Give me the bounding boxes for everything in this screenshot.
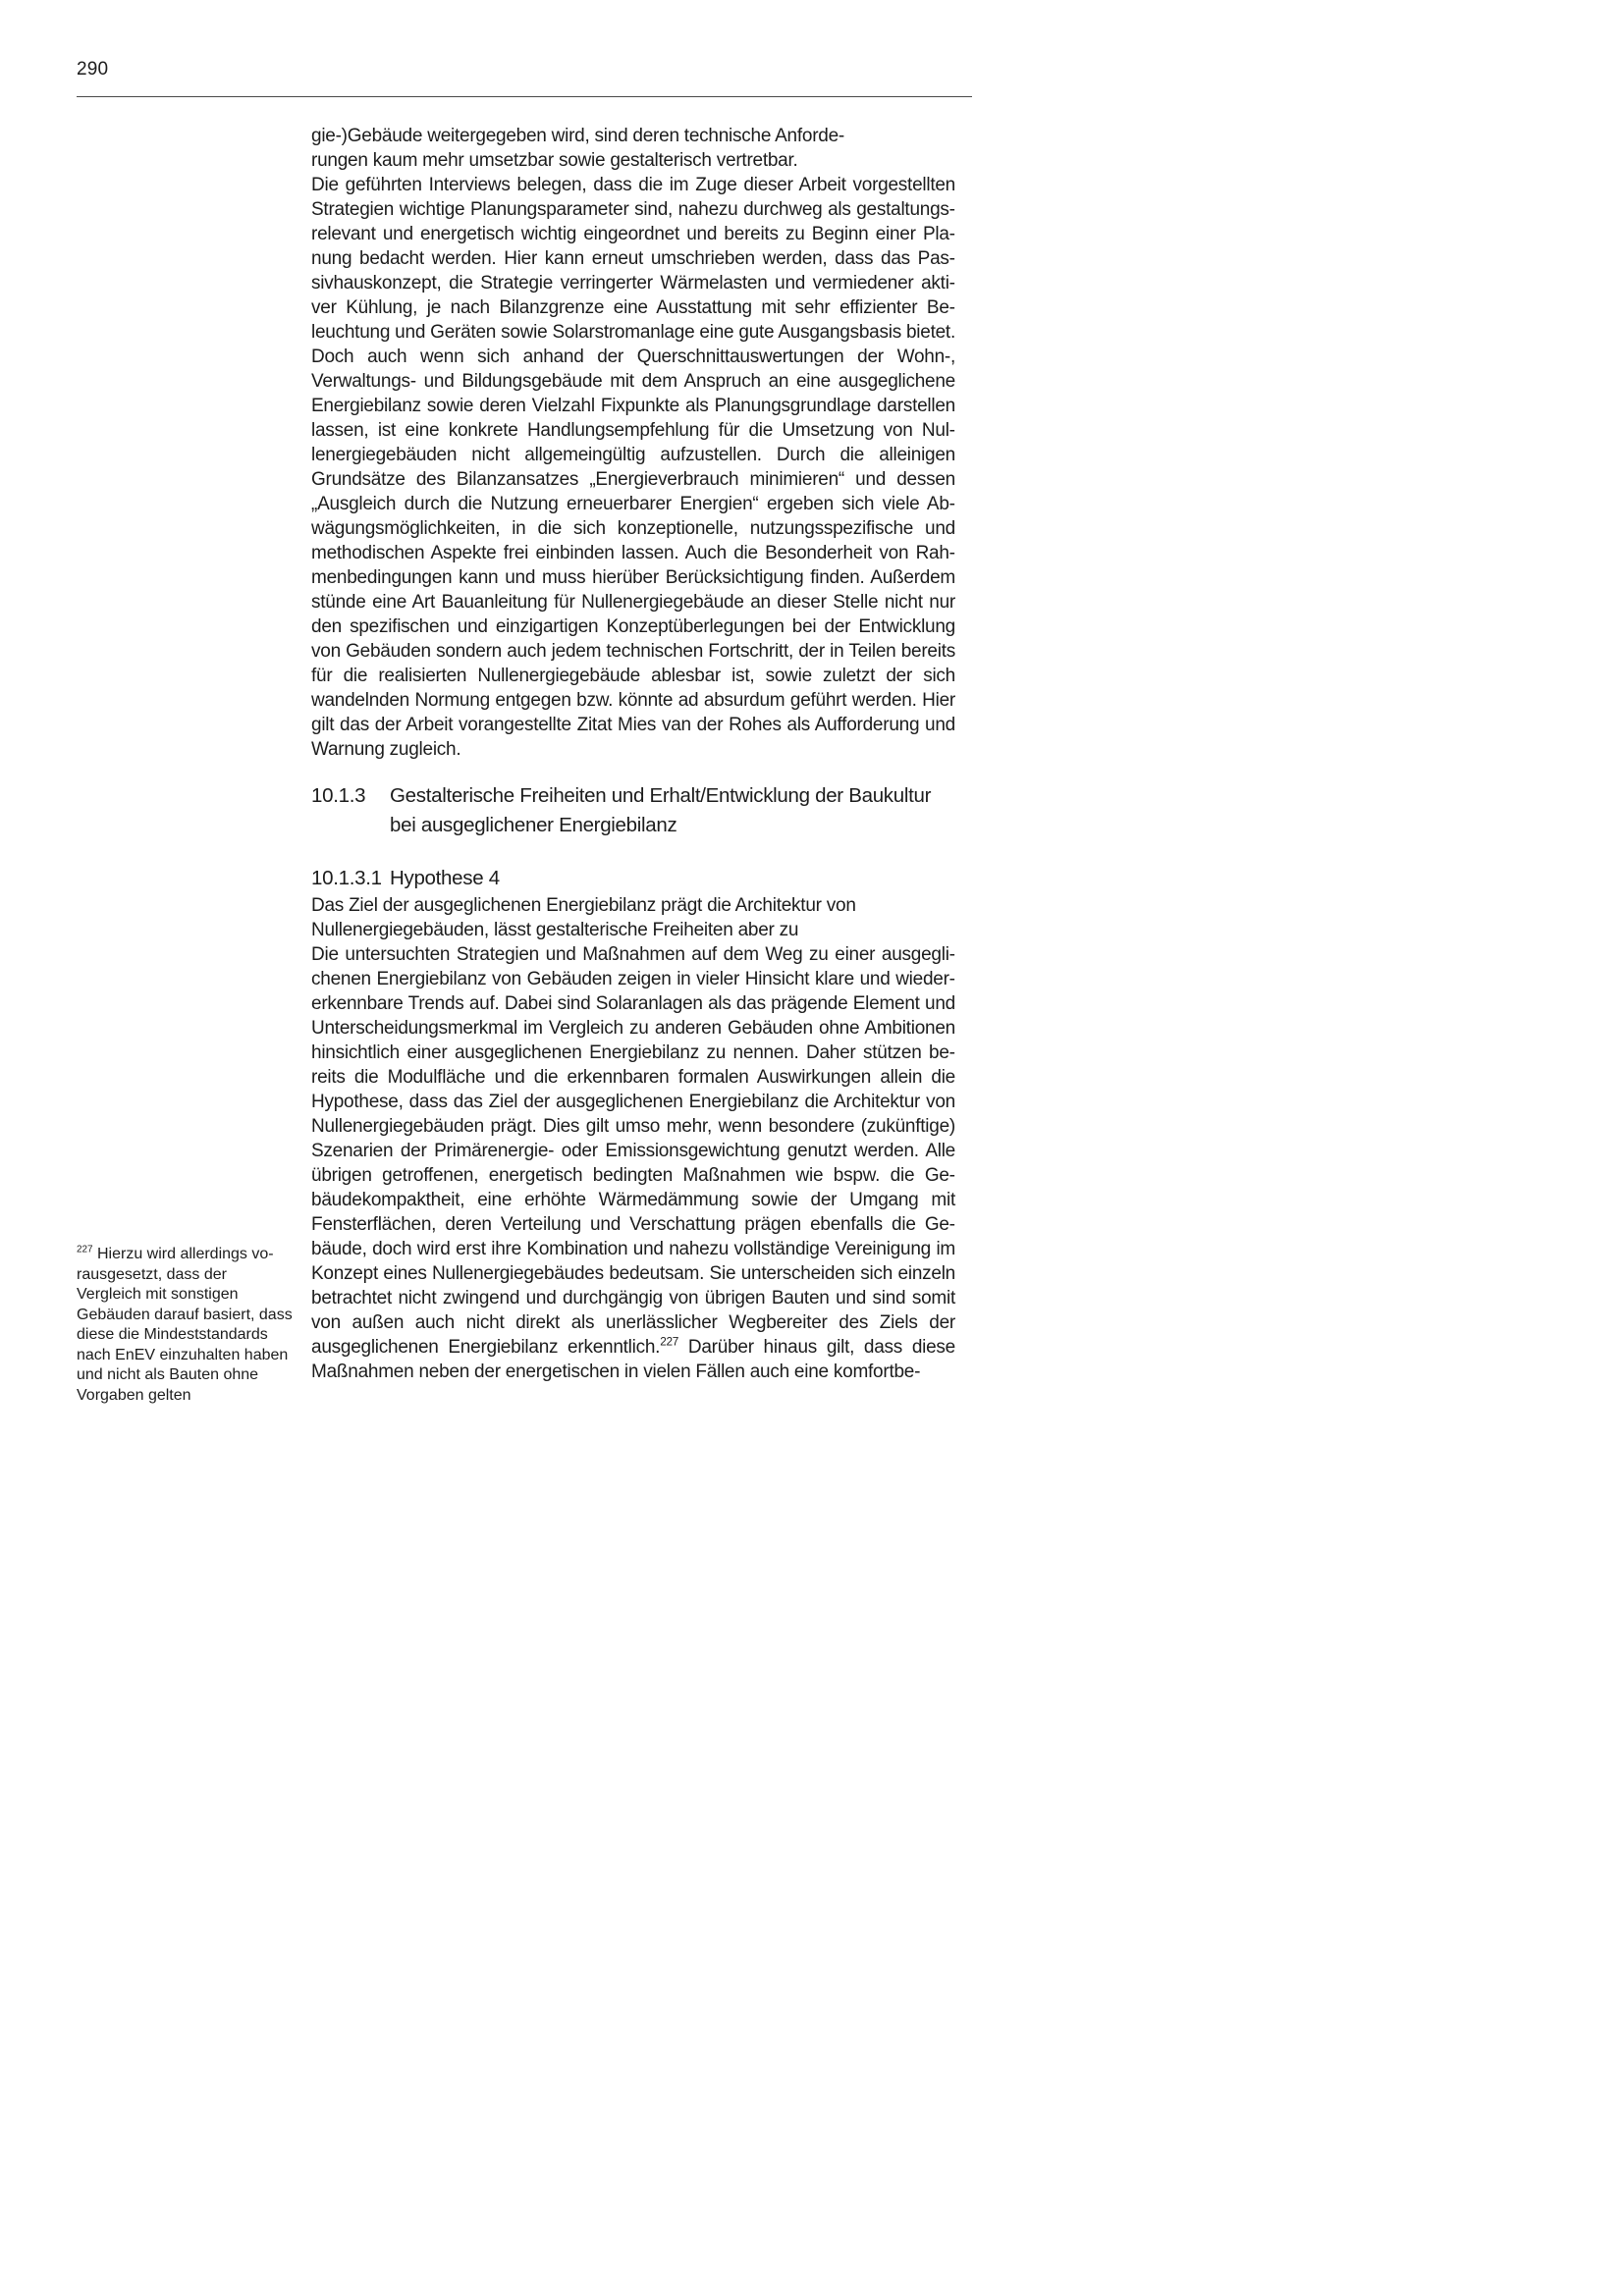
footnote-text: Hierzu wird allerdings vorausgesetzt, dass der Vergleich mit sonstigen Gebäuden darauf basiert, dass diese die Mindeststandards nach EnEV einzuhalten haben und nicht als Bauten ohne Vorgaben gelten — [77, 1246, 293, 1404]
section-number: 10.1.3 — [311, 784, 366, 807]
subsection-title: Hypothese 4 — [390, 867, 500, 889]
body-paragraph-2-text: Die untersuchten Strategien und Maßnahmen auf dem Weg zu einer ausgeglichenen Energiebilanz von Gebäuden zeigen in vieler Hinsicht klare und wiedererkennbare Trends auf. Dabei sind Solaranlagen als das prägende Element und Unterscheidungsmerkmal im Vergleich zu anderen Gebäuden ohne Ambitionen hinsichtlich einer ausgeglichenen Energiebilanz zu nennen. Daher stützen bereits die Modulfläche und die erkennbaren formalen Auswirkungen allein die Hypothese, dass das Ziel der ausgeglichenen Energiebilanz die Architektur von Nullenergiegebäuden prägt. Dies gilt umso mehr, wenn besondere (zukünftige) Szenarien der Primärenergie- oder Emissionsgewichtung genutzt werden. Alle übrigen getroffenen, energetisch bedingten Maßnahmen wie bspw. die Gebäudekompaktheit, eine erhöhte Wärmedämmung sowie der Umgang mit Fensterflächen, deren Verteilung und Verschattung prägen ebenfalls die Gebäude, doch wird erst ihre Kombination und nahezu vollständige Vereinigung im Konzept eines Nullenergiegebäudes bedeutsam. Sie unterscheiden sich einzeln betrachtet nicht zwingend und durchgängig von übrigen Bauten und sind somit von außen auch nicht direkt als unerlässlicher Wegbereiter des Ziels der ausgeglichenen Energiebilanz erkenntlich. — [311, 944, 955, 1358]
hypothesis-statement: Das Ziel der ausgeglichenen Energiebilanz prägt die Architektur von Nullenergiegebäuden, lässt gestalterische Freiheiten aber zu — [311, 895, 856, 940]
footnote-marker: 227 — [77, 1244, 93, 1255]
header-rule — [77, 96, 972, 97]
body-paragraph-1: Die geführten Interviews belegen, dass die im Zuge dieser Arbeit vorgestellten Strategien wichtige Planungsparameter sind, nahezu durchweg als gestaltungsrelevant und energetisch wichtig eingeordnet und bereits zu Beginn einer Planung bedacht werden. Hier kann erneut umschrieben werden, dass das Passivhauskonzept, die Strategie verringerter Wärmelasten und vermiedener aktiver Kühlung, je nach Bilanzgrenze eine Ausstattung mit sehr effizienter Beleuchtung und Geräten sowie Solarstromanlage eine gute Ausgangsbasis bietet. Doch auch wenn sich anhand der Querschnittauswertungen der Wohn-, Verwaltungs- und Bildungsgebäude mit dem Anspruch an eine ausgeglichene Energiebilanz sowie deren Vielzahl Fixpunkte als Planungsgrundlage darstellen lassen, ist eine konkrete Handlungsempfehlung für die Umsetzung von Nullenergiegebäuden nicht allgemeingültig aufzustellen. Durch die alleinigen Grundsätze des Bilanzansatzes „Energieverbrauch minimieren“ und dessen „Ausgleich durch die Nutzung erneuerbarer Energien“ ergeben sich viele Abwägungsmöglichkeiten, in die sich konzeptionelle, nutzungsspezifische und methodischen Aspekte frei einbinden lassen. Auch die Besonderheit von Rahmenbedingungen kann und muss hierüber Berücksichtigung finden. Außerdem stünde eine Art Bauanleitung für Nullenergiegebäude an dieser Stelle nicht nur den spezifischen und einzigartigen Konzeptüberlegungen bei der Entwicklung von Gebäuden sondern auch jedem technischen Fortschritt, der in Teilen bereits für die realisierten Nullenergiegebäude ablesbar ist, sowie zuletzt der sich wandelnden Normung entgegen bzw. könnte ad absurdum geführt werden. Hier gilt das der Arbeit vorangestellte Zitat Mies van der Rohes als Aufforderung und Warnung zugleich. — [311, 175, 955, 760]
body-paragraph-2-continuation: Darüber hinaus gilt, dass diese Maßnahmen neben der energetischen in vielen Fällen auch eine komfortbe- — [311, 1337, 955, 1382]
page-number: 290 — [77, 59, 109, 80]
margin-footnote — [77, 1245, 295, 1406]
subsection-number: 10.1.3.1 — [311, 867, 382, 889]
quote-continuation: gie-)Gebäude weitergegeben wird, sind deren technische Anforderungen kaum mehr umsetzbar sowie gestalterisch vertretbar. — [311, 126, 845, 171]
section-heading — [311, 781, 955, 840]
footnote-reference: 227 — [660, 1335, 679, 1349]
subsection-heading — [311, 864, 955, 893]
body-paragraph-2 — [311, 942, 955, 1384]
main-text-column — [311, 124, 955, 1384]
section-title: Gestalterische Freiheiten und Erhalt/Entwicklung der Baukultur bei ausgeglichener Energiebilanz — [390, 784, 932, 836]
